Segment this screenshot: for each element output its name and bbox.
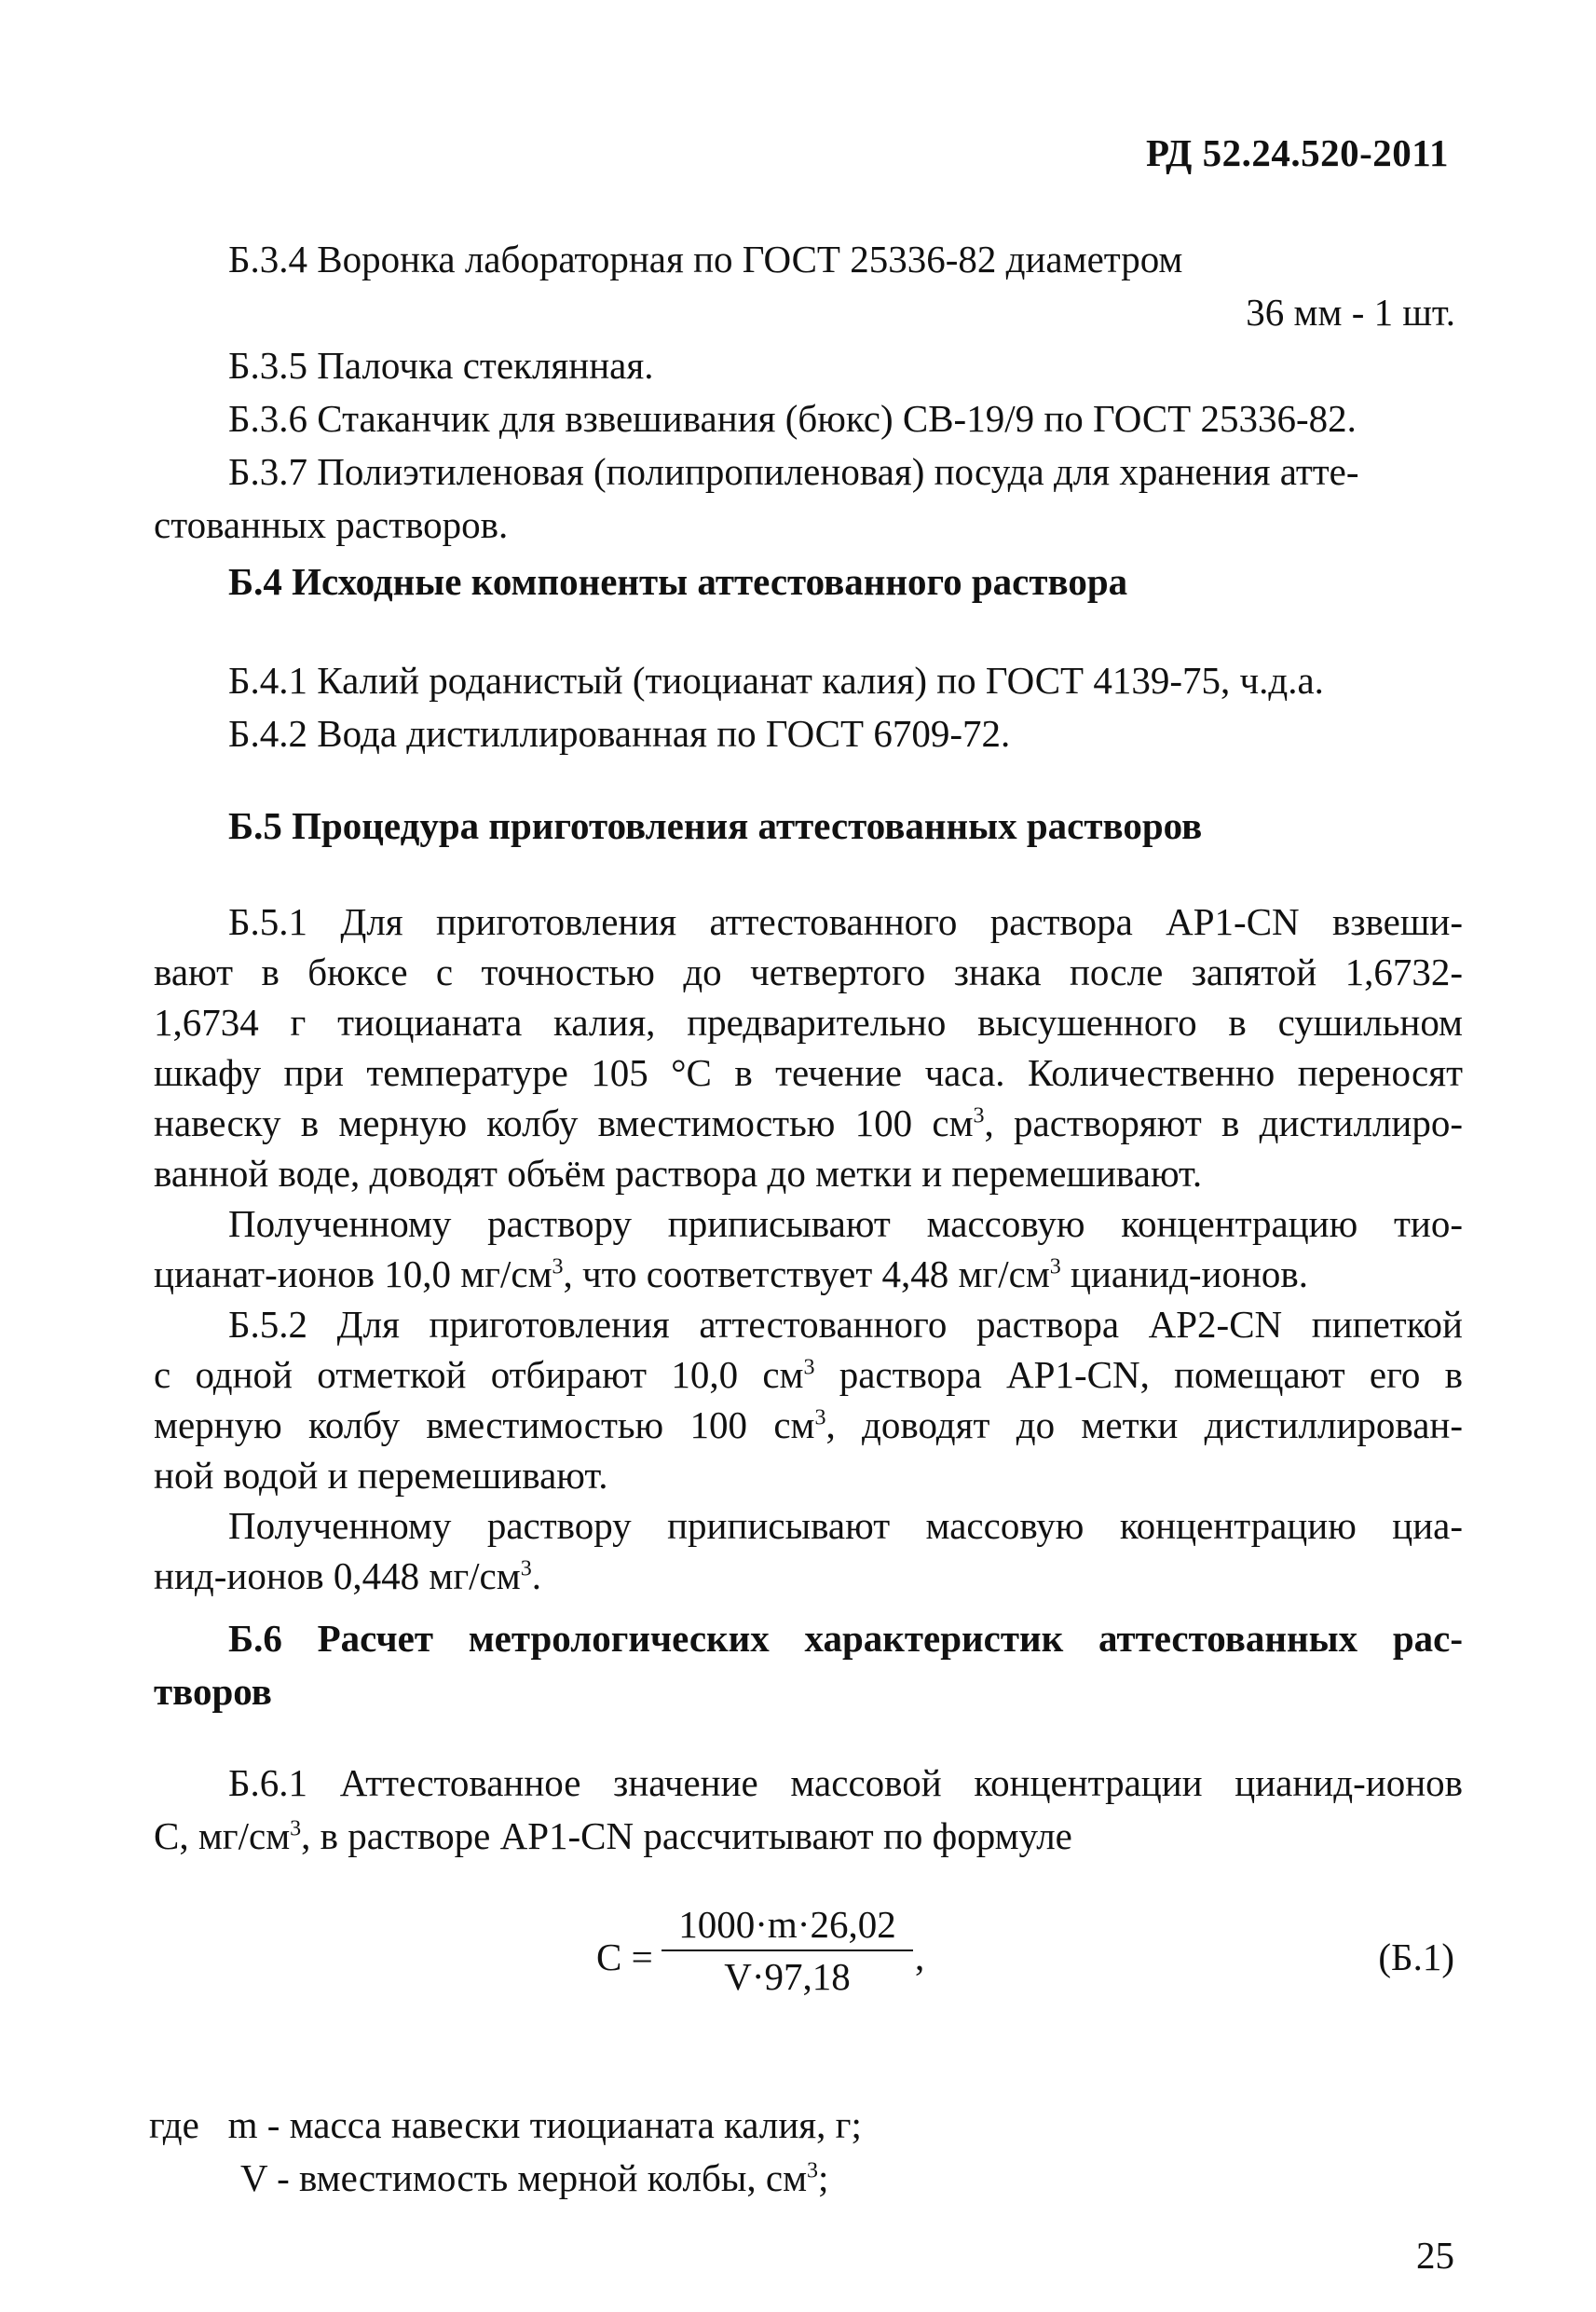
superscript-3: 3	[814, 1405, 826, 1430]
superscript-3: 3	[803, 1355, 815, 1380]
formula-fraction	[662, 1901, 913, 2000]
superscript-3: 3	[807, 2158, 819, 2183]
where-v-def-a: V - вместимость мерной колбы, см	[240, 2156, 808, 2199]
item-b41: Б.4.1 Калий роданистый (тиоцианат калия) по ГОСТ 4139-75, ч.д.а.	[228, 659, 1324, 702]
where-m-def: m - масса навески тиоцианата калия, г;	[227, 2103, 862, 2146]
b51-p2-line2-c: цианид-ионов.	[1060, 1252, 1308, 1295]
b51-p2-line2	[154, 1249, 1463, 1299]
heading-b5: Б.5 Процедура приготовления аттестованных растворов	[228, 804, 1203, 847]
section-b3	[154, 233, 1463, 552]
formula-denominator: V·97,18	[724, 1955, 851, 1998]
where-m	[149, 2099, 862, 2152]
superscript-3: 3	[1049, 1254, 1061, 1279]
section-b4	[154, 654, 1463, 760]
b52-line1: Б.5.2 Для приготовления аттестованного раствора АР2-CN пипеткой	[228, 1303, 1463, 1346]
b52-line3-a: мерную колбу вместимостью 100 см	[154, 1403, 815, 1446]
item-b35: Б.3.5 Палочка стеклянная.	[228, 344, 654, 387]
heading-b6	[154, 1612, 1463, 1718]
b51-line5-a: навеску в мерную колбу вместимостью 100 см	[154, 1101, 974, 1144]
b61-line1: Б.6.1 Аттестованное значение массовой концентрации цианид-ионов	[228, 1761, 1463, 1804]
where-v	[149, 2152, 862, 2205]
item-b42: Б.4.2 Вода дистиллированная по ГОСТ 6709-72.	[228, 712, 1011, 755]
b51-line5	[154, 1098, 1463, 1148]
b52-p2-line2-a: нид-ионов 0,448 мг/см	[154, 1554, 521, 1597]
item-b34-line2: 36 мм - 1 шт.	[1246, 291, 1455, 334]
where-label: где	[149, 2103, 199, 2146]
where-v-def-b: ;	[818, 2156, 829, 2199]
b51-p2-line1: Полученному раствору приписывают массовую концентрацию тио-	[228, 1202, 1463, 1245]
formula-b1	[596, 1901, 969, 2013]
b51-line4: шкафу при температуре 105 °С в течение часа. Количественно переносят	[154, 1051, 1463, 1094]
b52-line3	[154, 1400, 1463, 1450]
b51-p2-line2-b: , что соответствует 4,48 мг/см	[563, 1252, 1050, 1295]
formula-lhs: C =	[596, 1936, 653, 1978]
fraction-bar	[662, 1949, 913, 1951]
b51-line5-b: , растворяют в дистиллиро-	[984, 1101, 1463, 1144]
superscript-3: 3	[520, 1556, 532, 1581]
b52-p2-line2	[154, 1551, 1463, 1601]
section-b6	[154, 1757, 1463, 1863]
item-b34-line1: Б.3.4 Воронка лабораторная по ГОСТ 25336-82 диаметром	[228, 238, 1183, 280]
formula-numerator: 1000·m·26,02	[678, 1903, 896, 1946]
b51-line6: ванной воде, доводят объём раствора до метки и перемешивают.	[154, 1152, 1203, 1195]
item-b36: Б.3.6 Стаканчик для взвешивания (бюкс) СВ-19/9 по ГОСТ 25336-82.	[228, 397, 1357, 440]
b51-line3: 1,6734 г тиоцианата калия, предварительно высушенного в сушильном	[154, 1001, 1463, 1044]
superscript-3: 3	[290, 1816, 302, 1841]
b51-p2-line2-a: цианат-ионов 10,0 мг/см	[154, 1252, 552, 1295]
where-clause	[149, 2099, 862, 2205]
item-b37-line1: Б.3.7 Полиэтиленовая (полипропиленовая) посуда для хранения атте-	[228, 450, 1359, 493]
b52-p2-line2-b: .	[531, 1554, 541, 1597]
b52-line4: ной водой и перемешивают.	[154, 1454, 608, 1497]
item-b37-line2: стованных растворов.	[154, 503, 509, 546]
b61-line2-b: , в растворе АР1-CN рассчитывают по формуле	[301, 1814, 1072, 1857]
b52-line3-b: , доводят до метки дистиллирован-	[825, 1403, 1463, 1446]
page-number: 25	[1416, 2234, 1454, 2277]
equation-number: (Б.1)	[1378, 1936, 1454, 1978]
b52-p2-line1: Полученному раствору приписывают массовую концентрацию циа-	[228, 1504, 1463, 1547]
heading-b6-line1: Б.6 Расчет метрологических характеристик аттестованных рас-	[228, 1617, 1463, 1660]
b52-line2-b: раствора АР1-CN, помещают его в	[814, 1353, 1463, 1396]
section-b5	[154, 896, 1463, 1601]
b61-line2-a: С, мг/см	[154, 1814, 291, 1857]
formula-comma: ,	[915, 1936, 925, 1978]
document-code: РД 52.24.520-2011	[1145, 131, 1449, 174]
superscript-3: 3	[552, 1254, 564, 1279]
b52-line2	[154, 1349, 1463, 1400]
heading-b4: Б.4 Исходные компоненты аттестованного раствора	[228, 560, 1128, 603]
b51-line2: вают в бюксе с точностью до четвертого знака после запятой 1,6732-	[154, 951, 1463, 993]
heading-b6-line2: творов	[154, 1670, 272, 1713]
b52-line2-a: с одной отметкой отбирают 10,0 см	[154, 1353, 804, 1396]
b61-line2	[154, 1810, 1463, 1863]
b51-line1: Б.5.1 Для приготовления аттестованного раствора АР1-CN взвеши-	[228, 900, 1463, 943]
superscript-3: 3	[973, 1103, 985, 1129]
